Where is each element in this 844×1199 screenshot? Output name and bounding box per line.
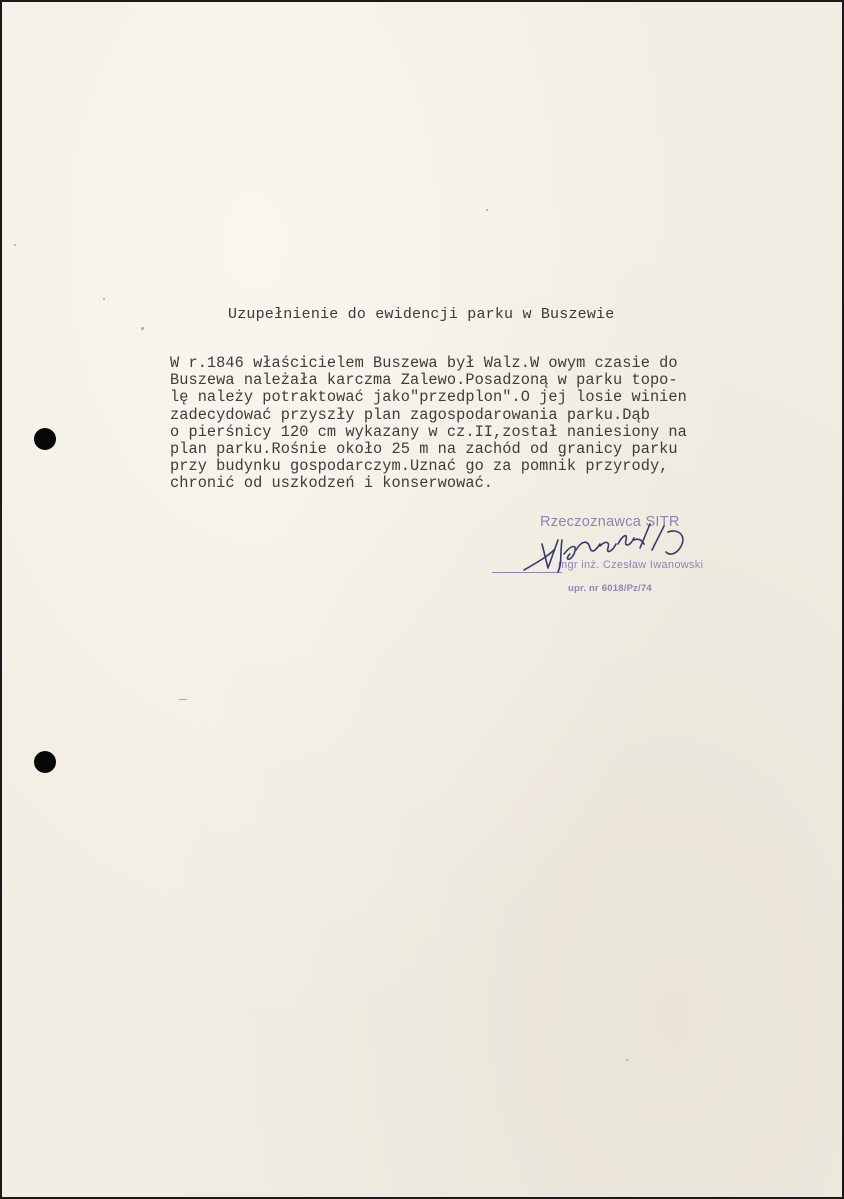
body-line: chronić od uszkodzeń i konserwować. (170, 474, 494, 493)
paper-speck (626, 1059, 628, 1061)
body-line: W r.1846 właścicielem Buszewa był Walz.W owym czasie do (170, 354, 678, 372)
body-line: przy budynku gospodarczym.Uznać go za pomnik przyrody, (170, 457, 669, 476)
stamp-registration: upr. nr 6018/Pz/74 (568, 583, 652, 594)
punch-hole-icon (34, 428, 56, 450)
paper-speck (14, 244, 16, 246)
punch-hole-icon (34, 751, 56, 773)
paper-speck (486, 209, 488, 211)
body-line: Buszewa należała karczma Zalewo.Posadzoną w parku topo- (170, 371, 678, 390)
stamp-title: Rzeczoznawca SITR (540, 514, 680, 530)
document-title: Uzupełnienie do ewidencji parku w Buszewie (228, 306, 615, 323)
stamp-name: mgr inż. Czesław Iwanowski (558, 559, 704, 571)
document-body (170, 355, 687, 493)
handwritten-signature (518, 510, 698, 586)
body-line: lę należy potraktować jako"przedplon".O jej losie winien (170, 388, 687, 407)
document-page (2, 2, 842, 1197)
paper-speck (103, 298, 105, 300)
body-line: zadecydować przyszły plan zagospodarowania parku.Dąb (170, 405, 650, 424)
paper-speck (179, 699, 187, 700)
body-line: plan parku.Rośnie około 25 m na zachód od granicy parku (170, 440, 678, 459)
paper-speck (141, 327, 144, 330)
body-line: o pierśnicy 120 cm wykazany w cz.II,został naniesiony na (170, 422, 687, 441)
